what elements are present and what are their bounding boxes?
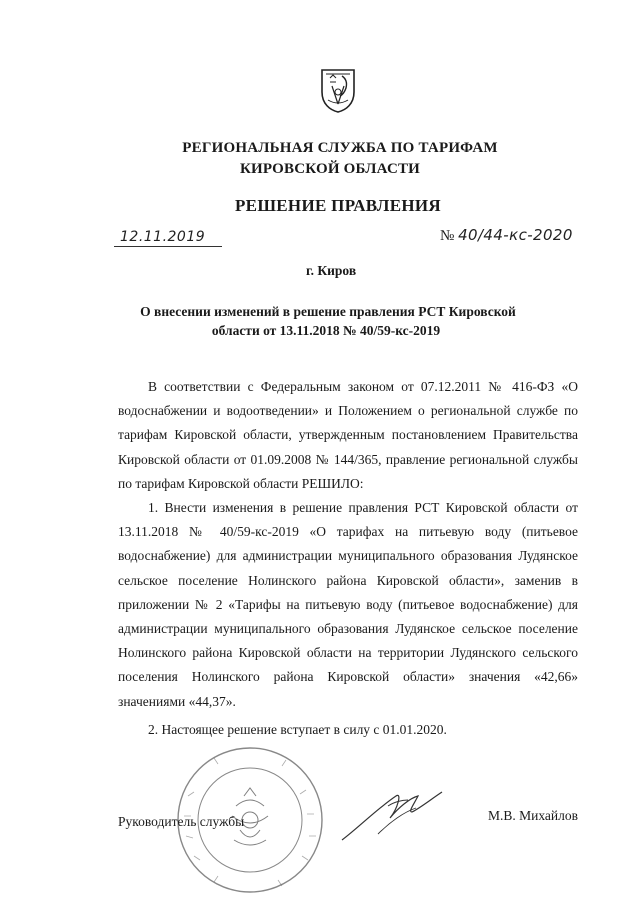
handwritten-signature — [338, 778, 448, 848]
date-handwritten: 12.11.2019 — [120, 229, 206, 245]
city-name: г. Киров — [306, 263, 357, 278]
document-date — [114, 229, 222, 249]
document-title: РЕШЕНИЕ ПРАВЛЕНИЯ — [235, 196, 441, 215]
coat-of-arms-icon — [318, 64, 358, 114]
signer-role: Руководитель службы — [118, 814, 245, 829]
body-paragraph-item-1: 1. Внести изменения в решение правления РСТ Кировской области от 13.11.2018 № 40/59-кс-2019 «О тарифах на питьевую воду (питьевое водоснабжение) для администрации муниципального образования Лудянское сельское поселение Нолинского района Кировской области», заменив в приложении № 2 «Тарифы на питьевую воду (питьевое водоснабжение) для администрации муниципального образования Лудянское сельское поселение Нолинского района Кировской области на территории Лудянского сельского поселения Нолинского района Кировской области» значения «42,66» значениями «44,37». — [118, 500, 578, 709]
org-name-line-1: РЕГИОНАЛЬНАЯ СЛУЖБА ПО ТАРИФАМ — [182, 140, 498, 156]
document-body — [118, 375, 578, 742]
document-number — [440, 226, 590, 248]
number-handwritten: 40/44-кс-2020 — [458, 226, 573, 244]
subject-line-1: О внесении изменений в решение правления РСТ Кировской — [140, 304, 516, 319]
org-name-line-2: КИРОВСКОЙ ОБЛАСТИ — [239, 161, 421, 177]
body-paragraph-item-2: 2. Настоящее решение вступает в силу с 01.01.2020. — [148, 721, 447, 737]
signer-name: М.В. Михайлов — [488, 808, 579, 823]
date-underline — [114, 246, 222, 247]
body-paragraph-preamble: В соответствии с Федеральным законом от 07.12.2011 № 416-ФЗ «О водоснабжении и водоотведении» и Положением о региональной службе по тарифам Кировской области, утвержденным постановлением Правительства Кировской области от 01.09.2008 № 144/365, правление региональной службы по тарифам Кировской области РЕШИЛО: — [118, 379, 578, 491]
subject-line-2: области от 13.11.2018 № 40/59-кс-2019 — [211, 323, 441, 338]
number-sign: № — [440, 228, 455, 244]
